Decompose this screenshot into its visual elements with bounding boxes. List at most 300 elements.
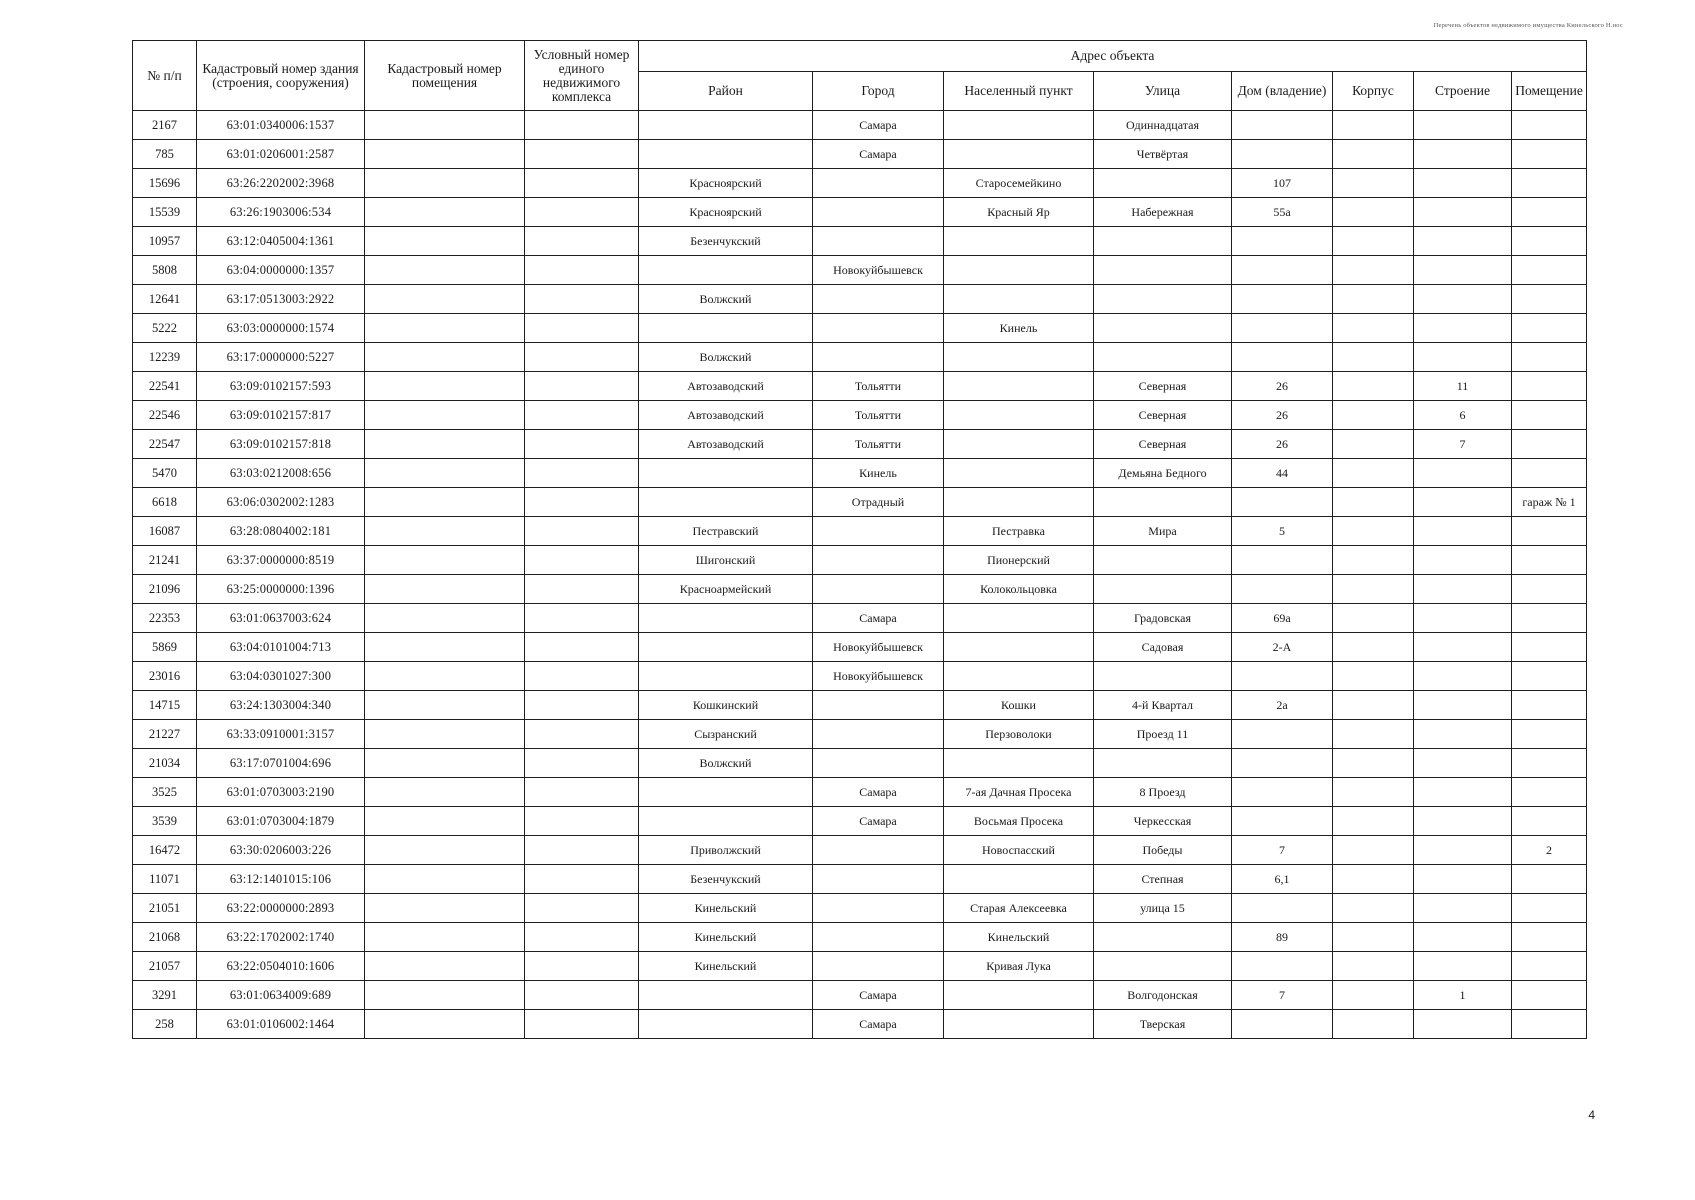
cell-settlement: Пестравка: [944, 517, 1094, 546]
cell-house: 7: [1232, 981, 1333, 1010]
header-num: № п/п: [133, 41, 197, 111]
cell-city: [813, 314, 944, 343]
cell-settlement: [944, 285, 1094, 314]
cell-room: [1512, 807, 1587, 836]
cell-room: [1512, 952, 1587, 981]
cell-settlement: Новоспасский: [944, 836, 1094, 865]
cell-korpus: [1333, 198, 1414, 227]
cell-street: [1094, 256, 1232, 285]
cell-building-cadastral: 63:22:1702002:1740: [197, 923, 365, 952]
cell-room-cadastral: [365, 198, 525, 227]
table-row: [133, 459, 1587, 488]
header-room: Помещение: [1512, 72, 1587, 111]
cell-num: 3525: [133, 778, 197, 807]
cell-room-cadastral: [365, 256, 525, 285]
cell-street: [1094, 923, 1232, 952]
cell-street: [1094, 285, 1232, 314]
cell-num: 5808: [133, 256, 197, 285]
cell-complex-number: [525, 169, 639, 198]
header-complex-number: Условный номер единого недвижимого комплекса: [525, 41, 639, 111]
cell-city: Самара: [813, 111, 944, 140]
cell-room: [1512, 314, 1587, 343]
cell-complex-number: [525, 111, 639, 140]
cell-building-cadastral: 63:01:0106002:1464: [197, 1010, 365, 1039]
cell-room-cadastral: [365, 894, 525, 923]
cell-building-cadastral: 63:26:2202002:3968: [197, 169, 365, 198]
cell-settlement: Кошки: [944, 691, 1094, 720]
cell-district: [639, 459, 813, 488]
cell-street: [1094, 169, 1232, 198]
cell-room-cadastral: [365, 952, 525, 981]
cell-room: [1512, 459, 1587, 488]
table-row: [133, 111, 1587, 140]
cell-street: [1094, 546, 1232, 575]
cell-complex-number: [525, 865, 639, 894]
cell-building-cadastral: 63:04:0000000:1357: [197, 256, 365, 285]
table-row: [133, 314, 1587, 343]
cell-building: [1414, 662, 1512, 691]
cell-building-cadastral: 63:12:0405004:1361: [197, 227, 365, 256]
table-body: [133, 111, 1587, 1039]
cell-korpus: [1333, 1010, 1414, 1039]
cell-building: [1414, 923, 1512, 952]
cell-complex-number: [525, 488, 639, 517]
cell-korpus: [1333, 865, 1414, 894]
cell-room: гараж № 1: [1512, 488, 1587, 517]
page-number: 4: [1588, 1108, 1595, 1122]
cell-house: [1232, 720, 1333, 749]
table-row: [133, 633, 1587, 662]
cell-building: [1414, 604, 1512, 633]
cell-korpus: [1333, 720, 1414, 749]
cell-num: 15539: [133, 198, 197, 227]
cell-district: [639, 1010, 813, 1039]
cell-num: 21096: [133, 575, 197, 604]
cell-street: Северная: [1094, 430, 1232, 459]
cell-city: Отрадный: [813, 488, 944, 517]
cell-street: Садовая: [1094, 633, 1232, 662]
cell-district: Волжский: [639, 285, 813, 314]
cell-building-cadastral: 63:30:0206003:226: [197, 836, 365, 865]
cell-street: 4-й Квартал: [1094, 691, 1232, 720]
cell-building: [1414, 517, 1512, 546]
cell-house: [1232, 575, 1333, 604]
cell-room-cadastral: [365, 517, 525, 546]
cell-city: [813, 546, 944, 575]
cell-korpus: [1333, 952, 1414, 981]
cell-district: Пестравский: [639, 517, 813, 546]
table-row: [133, 285, 1587, 314]
cell-settlement: 7-ая Дачная Просека: [944, 778, 1094, 807]
cell-korpus: [1333, 546, 1414, 575]
cell-settlement: [944, 459, 1094, 488]
cell-city: Тольятти: [813, 401, 944, 430]
cell-settlement: Колокольцовка: [944, 575, 1094, 604]
cell-room-cadastral: [365, 720, 525, 749]
table-row: [133, 952, 1587, 981]
cell-complex-number: [525, 807, 639, 836]
cell-district: Кошкинский: [639, 691, 813, 720]
cell-street: [1094, 343, 1232, 372]
cell-house: 55а: [1232, 198, 1333, 227]
cell-building: [1414, 285, 1512, 314]
cell-building: 6: [1414, 401, 1512, 430]
cell-district: Красноярский: [639, 198, 813, 227]
cell-building-cadastral: 63:04:0301027:300: [197, 662, 365, 691]
cell-street: Градовская: [1094, 604, 1232, 633]
cell-korpus: [1333, 836, 1414, 865]
cell-street: Тверская: [1094, 1010, 1232, 1039]
cell-house: [1232, 662, 1333, 691]
cell-korpus: [1333, 488, 1414, 517]
cell-building: [1414, 575, 1512, 604]
cell-num: 5869: [133, 633, 197, 662]
cell-settlement: [944, 981, 1094, 1010]
cell-street: Победы: [1094, 836, 1232, 865]
cell-room: [1512, 575, 1587, 604]
cell-settlement: [944, 372, 1094, 401]
cell-korpus: [1333, 401, 1414, 430]
cell-room: [1512, 865, 1587, 894]
cell-korpus: [1333, 923, 1414, 952]
table-row: [133, 604, 1587, 633]
cell-district: [639, 256, 813, 285]
cell-settlement: Восьмая Просека: [944, 807, 1094, 836]
cell-complex-number: [525, 575, 639, 604]
cell-room: [1512, 981, 1587, 1010]
cell-room: [1512, 401, 1587, 430]
cell-settlement: [944, 256, 1094, 285]
cell-room: 2: [1512, 836, 1587, 865]
cell-building: [1414, 836, 1512, 865]
cell-street: [1094, 227, 1232, 256]
cell-building: [1414, 459, 1512, 488]
cell-room-cadastral: [365, 372, 525, 401]
cell-street: Северная: [1094, 372, 1232, 401]
cell-building-cadastral: 63:25:0000000:1396: [197, 575, 365, 604]
cell-num: 15696: [133, 169, 197, 198]
cell-district: Сызранский: [639, 720, 813, 749]
header-settlement: Населенный пункт: [944, 72, 1094, 111]
cell-room-cadastral: [365, 923, 525, 952]
cell-korpus: [1333, 459, 1414, 488]
cell-building: [1414, 691, 1512, 720]
cell-room: [1512, 691, 1587, 720]
cell-district: Автозаводский: [639, 430, 813, 459]
cell-room: [1512, 285, 1587, 314]
cell-city: [813, 865, 944, 894]
cell-house: [1232, 807, 1333, 836]
cell-district: [639, 604, 813, 633]
cell-city: [813, 691, 944, 720]
cell-street: Степная: [1094, 865, 1232, 894]
cell-room: [1512, 778, 1587, 807]
cell-district: Кинельский: [639, 952, 813, 981]
cell-complex-number: [525, 720, 639, 749]
table-row: [133, 401, 1587, 430]
cell-room: [1512, 517, 1587, 546]
cell-complex-number: [525, 981, 639, 1010]
cell-room: [1512, 198, 1587, 227]
cell-building: [1414, 111, 1512, 140]
cell-complex-number: [525, 343, 639, 372]
table-row: [133, 546, 1587, 575]
table-row: [133, 140, 1587, 169]
cell-district: [639, 488, 813, 517]
cell-settlement: [944, 749, 1094, 778]
cell-room: [1512, 343, 1587, 372]
cell-house: 69а: [1232, 604, 1333, 633]
cell-house: [1232, 314, 1333, 343]
cell-building-cadastral: 63:01:0637003:624: [197, 604, 365, 633]
cell-room-cadastral: [365, 604, 525, 633]
cell-room: [1512, 546, 1587, 575]
cell-district: Волжский: [639, 749, 813, 778]
table-row: [133, 662, 1587, 691]
cell-building-cadastral: 63:17:0513003:2922: [197, 285, 365, 314]
cell-korpus: [1333, 227, 1414, 256]
cell-settlement: Кривая Лука: [944, 952, 1094, 981]
cell-city: Самара: [813, 604, 944, 633]
cell-complex-number: [525, 923, 639, 952]
cell-room: [1512, 604, 1587, 633]
cell-city: Самара: [813, 981, 944, 1010]
cell-room-cadastral: [365, 807, 525, 836]
cell-city: Новокуйбышевск: [813, 633, 944, 662]
cell-district: [639, 778, 813, 807]
cell-room: [1512, 169, 1587, 198]
table-header: [133, 41, 1587, 111]
cell-settlement: [944, 111, 1094, 140]
cell-room-cadastral: [365, 691, 525, 720]
cell-room: [1512, 720, 1587, 749]
cell-num: 3291: [133, 981, 197, 1010]
cell-num: 5222: [133, 314, 197, 343]
table-row: [133, 691, 1587, 720]
header-district: Район: [639, 72, 813, 111]
cell-room: [1512, 256, 1587, 285]
cell-city: Самара: [813, 1010, 944, 1039]
cell-korpus: [1333, 604, 1414, 633]
cell-room: [1512, 894, 1587, 923]
cell-building-cadastral: 63:01:0206001:2587: [197, 140, 365, 169]
cell-complex-number: [525, 691, 639, 720]
cell-street: Четвёртая: [1094, 140, 1232, 169]
cell-room-cadastral: [365, 778, 525, 807]
cell-building: [1414, 749, 1512, 778]
cell-room-cadastral: [365, 633, 525, 662]
cell-num: 21068: [133, 923, 197, 952]
cell-num: 6618: [133, 488, 197, 517]
cell-settlement: [944, 140, 1094, 169]
cell-num: 21241: [133, 546, 197, 575]
cell-house: [1232, 778, 1333, 807]
header-house: Дом (владение): [1232, 72, 1333, 111]
table-row: [133, 720, 1587, 749]
cell-room-cadastral: [365, 459, 525, 488]
cell-house: [1232, 749, 1333, 778]
cell-city: Самара: [813, 778, 944, 807]
cell-city: [813, 517, 944, 546]
cell-settlement: Кинельский: [944, 923, 1094, 952]
cell-district: [639, 662, 813, 691]
document-header-note: Перечень объектов недвижимого имущества Кинельского Н.нос: [1433, 22, 1623, 29]
cell-korpus: [1333, 691, 1414, 720]
cell-num: 23016: [133, 662, 197, 691]
cell-settlement: [944, 1010, 1094, 1039]
cell-korpus: [1333, 981, 1414, 1010]
table-row: [133, 256, 1587, 285]
cell-korpus: [1333, 314, 1414, 343]
cell-complex-number: [525, 227, 639, 256]
cell-building-cadastral: 63:09:0102157:818: [197, 430, 365, 459]
cell-settlement: Старосемейкино: [944, 169, 1094, 198]
cell-num: 12239: [133, 343, 197, 372]
cell-settlement: Кинель: [944, 314, 1094, 343]
cell-num: 16472: [133, 836, 197, 865]
cell-num: 22541: [133, 372, 197, 401]
cell-city: Самара: [813, 807, 944, 836]
cell-room-cadastral: [365, 749, 525, 778]
cell-street: Проезд 11: [1094, 720, 1232, 749]
cell-house: [1232, 343, 1333, 372]
cell-settlement: Перзоволоки: [944, 720, 1094, 749]
cell-district: [639, 140, 813, 169]
table-row: [133, 575, 1587, 604]
cell-city: [813, 836, 944, 865]
cell-room-cadastral: [365, 285, 525, 314]
cell-building-cadastral: 63:06:0302002:1283: [197, 488, 365, 517]
cell-complex-number: [525, 430, 639, 459]
cell-building: [1414, 227, 1512, 256]
cell-district: Красноярский: [639, 169, 813, 198]
cell-building-cadastral: 63:26:1903006:534: [197, 198, 365, 227]
cell-house: [1232, 1010, 1333, 1039]
cell-num: 5470: [133, 459, 197, 488]
cell-district: [639, 633, 813, 662]
cell-building: [1414, 314, 1512, 343]
cell-house: [1232, 894, 1333, 923]
cell-complex-number: [525, 778, 639, 807]
table-row: [133, 865, 1587, 894]
cell-room: [1512, 923, 1587, 952]
cell-street: [1094, 575, 1232, 604]
cell-city: Новокуйбышевск: [813, 662, 944, 691]
cell-street: [1094, 488, 1232, 517]
cell-settlement: [944, 662, 1094, 691]
cell-city: [813, 720, 944, 749]
cell-korpus: [1333, 517, 1414, 546]
cell-settlement: [944, 430, 1094, 459]
cell-house: 26: [1232, 372, 1333, 401]
cell-building-cadastral: 63:17:0701004:696: [197, 749, 365, 778]
cell-building-cadastral: 63:28:0804002:181: [197, 517, 365, 546]
cell-building: [1414, 633, 1512, 662]
cell-building: [1414, 488, 1512, 517]
cell-korpus: [1333, 778, 1414, 807]
cell-city: [813, 227, 944, 256]
cell-num: 21051: [133, 894, 197, 923]
cell-building: 1: [1414, 981, 1512, 1010]
cell-building-cadastral: 63:03:0000000:1574: [197, 314, 365, 343]
cell-num: 21227: [133, 720, 197, 749]
table-row: [133, 749, 1587, 778]
cell-korpus: [1333, 169, 1414, 198]
cell-complex-number: [525, 662, 639, 691]
cell-korpus: [1333, 111, 1414, 140]
cell-room: [1512, 372, 1587, 401]
cell-room-cadastral: [365, 343, 525, 372]
cell-room: [1512, 430, 1587, 459]
cell-room: [1512, 749, 1587, 778]
cell-house: 5: [1232, 517, 1333, 546]
cell-num: 22547: [133, 430, 197, 459]
cell-num: 21057: [133, 952, 197, 981]
cell-house: 89: [1232, 923, 1333, 952]
cell-street: улица 15: [1094, 894, 1232, 923]
cell-building: [1414, 1010, 1512, 1039]
cell-building: [1414, 256, 1512, 285]
header-korpus: Корпус: [1333, 72, 1414, 111]
cell-room: [1512, 227, 1587, 256]
cell-settlement: [944, 604, 1094, 633]
header-building: Строение: [1414, 72, 1512, 111]
cell-building: [1414, 778, 1512, 807]
cell-building-cadastral: 63:01:0703003:2190: [197, 778, 365, 807]
cell-district: Кинельский: [639, 923, 813, 952]
cell-house: [1232, 488, 1333, 517]
cell-building: [1414, 807, 1512, 836]
cell-building-cadastral: 63:33:0910001:3157: [197, 720, 365, 749]
cell-complex-number: [525, 749, 639, 778]
cell-building-cadastral: 63:12:1401015:106: [197, 865, 365, 894]
header-building-cadastral: Кадастровый номер здания (строения, сооружения): [197, 41, 365, 111]
header-city: Город: [813, 72, 944, 111]
cell-city: [813, 575, 944, 604]
cell-num: 258: [133, 1010, 197, 1039]
cell-settlement: [944, 401, 1094, 430]
cell-house: 7: [1232, 836, 1333, 865]
cell-city: [813, 952, 944, 981]
table-row: [133, 1010, 1587, 1039]
cell-complex-number: [525, 546, 639, 575]
cell-house: [1232, 227, 1333, 256]
cell-num: 10957: [133, 227, 197, 256]
cell-district: Автозаводский: [639, 372, 813, 401]
cell-building: [1414, 169, 1512, 198]
cell-house: [1232, 140, 1333, 169]
table-row: [133, 488, 1587, 517]
cell-korpus: [1333, 343, 1414, 372]
cell-complex-number: [525, 894, 639, 923]
cell-settlement: [944, 633, 1094, 662]
cell-complex-number: [525, 604, 639, 633]
cell-num: 12641: [133, 285, 197, 314]
cell-settlement: [944, 227, 1094, 256]
cell-complex-number: [525, 198, 639, 227]
cell-korpus: [1333, 372, 1414, 401]
cell-settlement: Пионерский: [944, 546, 1094, 575]
cell-building: [1414, 343, 1512, 372]
cell-building-cadastral: 63:24:1303004:340: [197, 691, 365, 720]
table-row: [133, 923, 1587, 952]
cell-korpus: [1333, 430, 1414, 459]
table-row: [133, 981, 1587, 1010]
cell-korpus: [1333, 285, 1414, 314]
cell-building-cadastral: 63:01:0634009:689: [197, 981, 365, 1010]
cell-house: [1232, 285, 1333, 314]
cell-room: [1512, 633, 1587, 662]
